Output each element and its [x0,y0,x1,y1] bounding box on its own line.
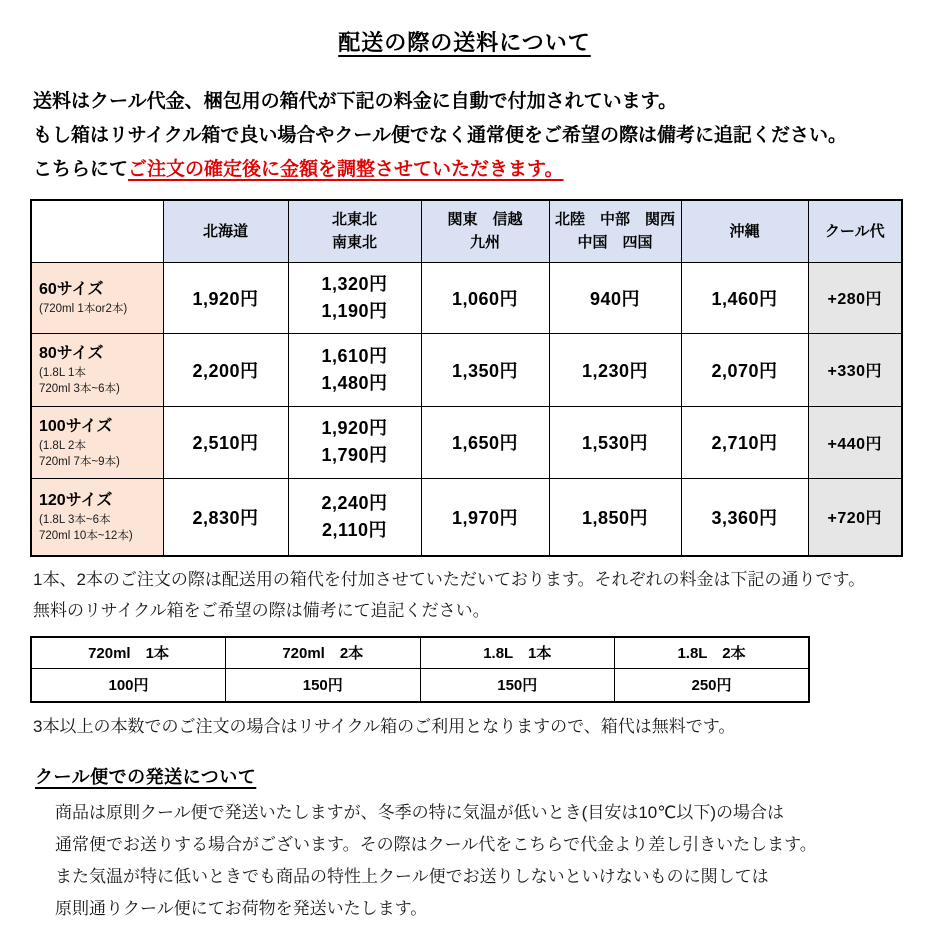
price-cell: 1,610円 1,480円 [288,333,421,406]
price-cell: 1,230円 [549,333,681,406]
cool-delivery-line-4: 原則通りクール便にてお荷物を発送いたします。 [55,899,428,918]
box-price-1800ml-1: 150円 [420,668,615,702]
table-row-size80 [31,333,902,406]
price-cell: 1,920円 1,790円 [288,406,421,478]
cool-delivery-heading: クール便での発送について [35,767,257,787]
price-cell: 2,830円 [163,478,288,556]
cool-fee-cell: +330円 [808,333,902,406]
price-cell: 3,360円 [681,478,808,556]
box-table-value-row [31,668,809,702]
price-cell: 1,650円 [421,406,549,478]
header-kanto: 関東 信越 九州 [421,200,549,262]
cool-fee-cell: +280円 [808,262,902,333]
price-cell: 1,530円 [549,406,681,478]
box-fee-table [30,636,810,703]
header-okinawa: 沖縄 [681,200,808,262]
box-price-1800ml-2: 250円 [615,668,810,702]
box-header-720ml-1: 720ml 1本 [31,637,226,668]
table-row-size120 [31,478,902,556]
cool-delivery-line-1: 商品は原則クール便で発送いたしますが、冬季の特に気温が低いとき(目安は10℃以下)の場合は [55,803,784,822]
box-header-1800ml-1: 1.8L 1本 [420,637,615,668]
header-row [31,200,902,262]
box-header-720ml-2: 720ml 2本 [226,637,421,668]
price-cell: 1,320円 1,190円 [288,262,421,333]
intro-line-3-highlight: ご注文の確定後に金額を調整させていただきます。 [128,159,564,180]
price-cell: 1,460円 [681,262,808,333]
price-cell: 2,200円 [163,333,288,406]
intro-line-1: 送料はクール代金、梱包用の箱代が下記の料金に自動で付加されています。 [33,91,678,112]
size-label-cell: 60サイズ (720ml 1本or2本) [31,262,163,333]
page-title-text: 配送の際の送料について [338,30,591,55]
table-row-size100 [31,406,902,478]
price-cell: 1,350円 [421,333,549,406]
cool-delivery-paragraph [55,797,817,925]
intro-paragraph [33,85,847,187]
box-fee-note-line-2: 無料のリサイクル箱をご希望の際は備考にて追記ください。 [33,601,490,620]
price-cell: 1,060円 [421,262,549,333]
box-price-720ml-1: 100円 [31,668,226,702]
header-cool-fee: クール代 [808,200,902,262]
header-hokkaido: 北海道 [163,200,288,262]
box-header-1800ml-2: 1.8L 2本 [615,637,810,668]
cool-delivery-line-2: 通常便でお送りする場合がございます。その際はクール代をこちらで代金より差し引きいたします。 [55,835,817,854]
box-table-header-row [31,637,809,668]
price-cell: 2,710円 [681,406,808,478]
box-fee-note [33,564,865,626]
intro-line-3-prefix: こちらにて [33,159,129,180]
box-fee-note-line-1: 1本、2本のご注文の際は配送用の箱代を付加させていただいております。それぞれの料金は下記の通りです。 [33,570,866,589]
price-cell: 1,920円 [163,262,288,333]
shipping-fee-table [30,199,903,557]
header-hokuriku: 北陸 中部 関西 中国 四国 [549,200,681,262]
cool-delivery-line-3: また気温が特に低いときでも商品の特性上クール便でお送りしないといけないものに関しては [55,867,769,886]
corner-cell [31,200,163,262]
size-label-cell: 100サイズ (1.8L 2本 720ml 7本~9本) [31,406,163,478]
header-kitatohoku: 北東北 南東北 [288,200,421,262]
price-cell: 1,850円 [549,478,681,556]
cool-fee-cell: +720円 [808,478,902,556]
size-label-cell: 120サイズ (1.8L 3本~6本 720ml 10本~12本) [31,478,163,556]
price-cell: 2,070円 [681,333,808,406]
intro-line-3 [33,153,847,187]
box-price-720ml-2: 150円 [226,668,421,702]
price-cell: 2,510円 [163,406,288,478]
cool-fee-cell: +440円 [808,406,902,478]
price-cell: 940円 [549,262,681,333]
price-cell: 1,970円 [421,478,549,556]
page-title [0,26,929,57]
size-label-cell: 80サイズ (1.8L 1本 720ml 3本~6本) [31,333,163,406]
price-cell: 2,240円 2,110円 [288,478,421,556]
table-row-size60 [31,262,902,333]
intro-line-2: もし箱はリサイクル箱で良い場合やクール便でなく通常便をご希望の際は備考に追記ください。 [33,125,847,146]
recycle-box-note: 3本以上の本数でのご注文の場合はリサイクル箱のご利用となりますので、箱代は無料です。 [33,717,736,736]
